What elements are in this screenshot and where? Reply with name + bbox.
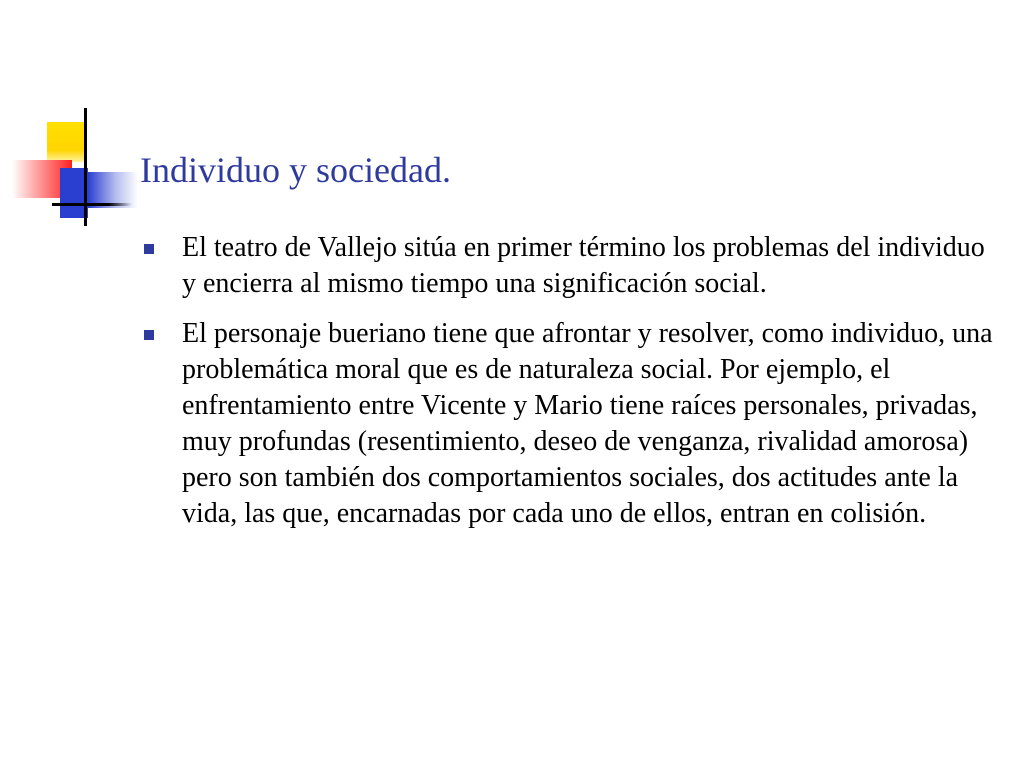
slide-title: Individuo y sociedad.: [140, 150, 451, 190]
square-bullet-icon: [144, 330, 154, 340]
vertical-line-icon: [84, 108, 87, 226]
bullet-text: El personaje bueriano tiene que afrontar y resolver, como individuo, una problemática moral que es de naturaleza social. Por ejemplo, el enfrentamiento entre Vicente y Mario tiene raíces personales, privadas, muy profundas (resentimiento, deseo de venganza, rivalidad amorosa) pero son también dos comportamientos sociales, dos actitudes ante la vida, las que, encarnadas por cada uno de ellos, entran en colisión.: [182, 318, 993, 529]
horizontal-line-icon: [52, 203, 132, 206]
corner-logo-decoration: [0, 100, 140, 230]
bullet-list: [140, 230, 1000, 546]
yellow-square-icon: [47, 122, 87, 162]
square-bullet-icon: [144, 244, 154, 254]
bullet-text: El teatro de Vallejo sitúa en primer término los problemas del individuo y encierra al mismo tiempo una significación social.: [182, 232, 985, 299]
bullet-item: [140, 230, 1000, 302]
bullet-item: [140, 316, 1000, 532]
